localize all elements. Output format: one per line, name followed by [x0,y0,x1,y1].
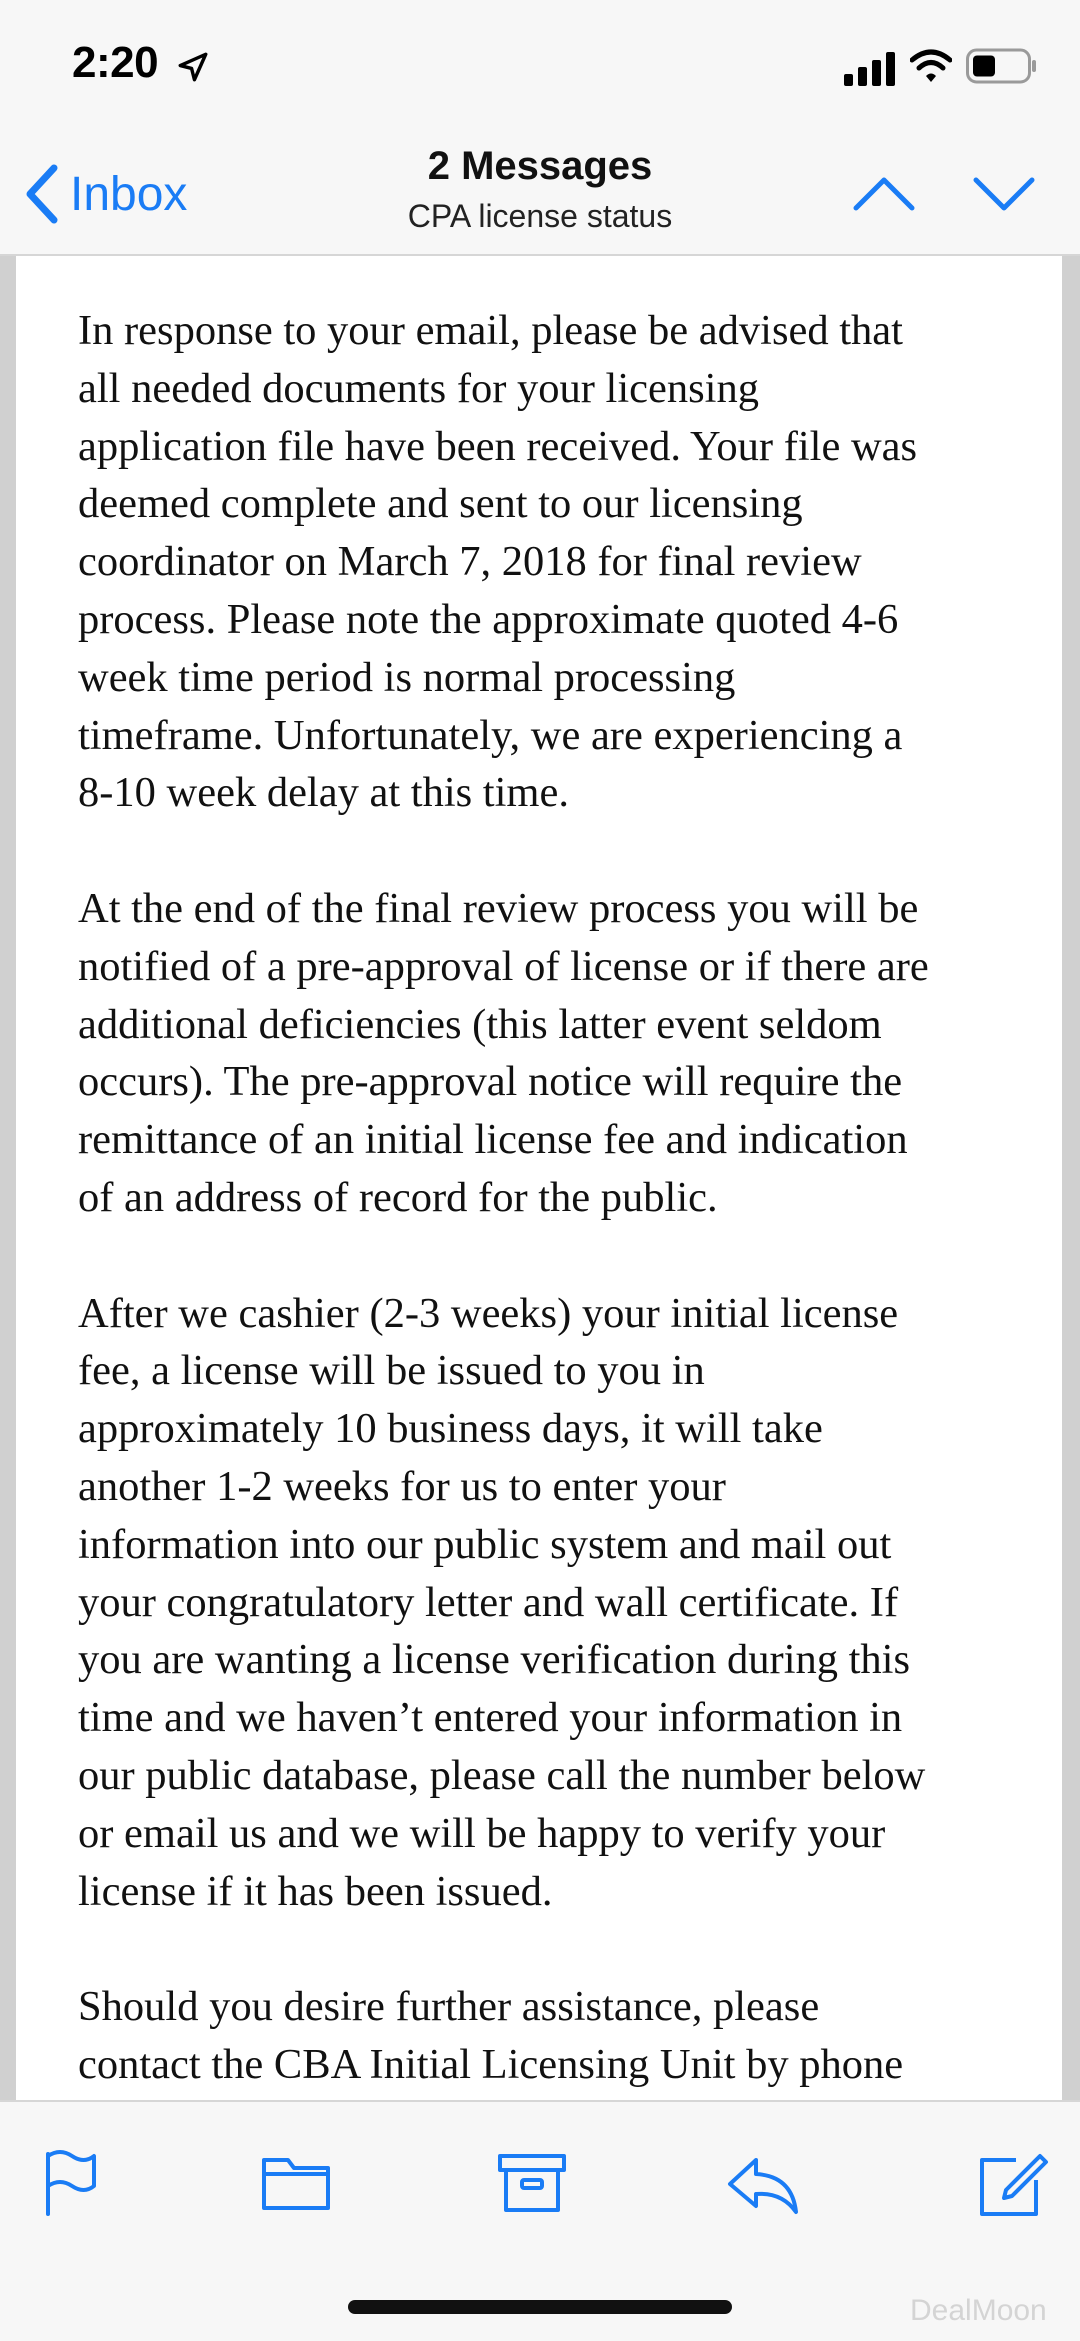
thread-count-title: 2 Messages [427,144,653,188]
cellular-signal-icon [844,52,896,86]
message-left-edge [0,256,16,2100]
thread-subject: CPA license status [407,198,673,234]
message-right-edge [1062,256,1080,2100]
archive-icon[interactable] [492,2142,572,2222]
chevron-up-icon[interactable] [852,164,916,220]
bottom-toolbar [0,2100,1080,2341]
location-arrow-icon [176,50,210,84]
message-paragraph: In response to your email, please be advised that all needed documents for your licensing application file have been received. Your file was deemed complete and sent to our licensing coordinator on March 7, 2018 for final review process. Please note the approximate quoted 4-6 week time period is normal processing timeframe. Unfortunately, we are experiencing a 8-10 week delay at this time. [78,307,918,817]
message-paragraph: At the end of the final review process you will be notified of a pre-approval of license or if there are additional deficiencies (this latter event seldom occurs). The pre-approval notice will require the remittance of an initial license fee and indication of an address of record for the public. [78,884,929,1221]
reply-icon[interactable] [722,2142,802,2222]
chevron-left-icon [22,162,62,226]
message-card[interactable] [16,256,1062,2100]
message-paragraph: After we cashier (2-3 weeks) your initial license fee, a license will be issued to you in approximately 10 business days, it will take another 1-2 weeks for us to enter your information into our public system and mail out your congratulatory letter and wall certificate. If you are wanting a license verification during this time and we haven’t entered your information in our public database, please call the number below or email us and we will be happy to verify your license if it has been issued. [78,1289,926,1915]
flag-icon[interactable] [30,2142,110,2222]
back-label: Inbox [70,167,188,221]
message-paragraph: Should you desire further assistance, please contact the CBA Initial Licensing Unit by phone [78,1983,904,2088]
folder-icon[interactable] [256,2142,336,2222]
navigation-bar [0,134,1080,256]
message-body [78,302,1038,2100]
chevron-down-icon[interactable] [972,164,1036,220]
status-bar [0,0,1080,134]
back-to-inbox-button[interactable] [22,158,187,230]
wifi-icon [910,48,952,84]
battery-icon [966,48,1038,84]
home-indicator[interactable] [348,2300,732,2314]
compose-icon[interactable] [972,2142,1052,2222]
watermark-text: DealMoon [910,2294,1047,2327]
status-time: 2:20 [72,38,159,87]
